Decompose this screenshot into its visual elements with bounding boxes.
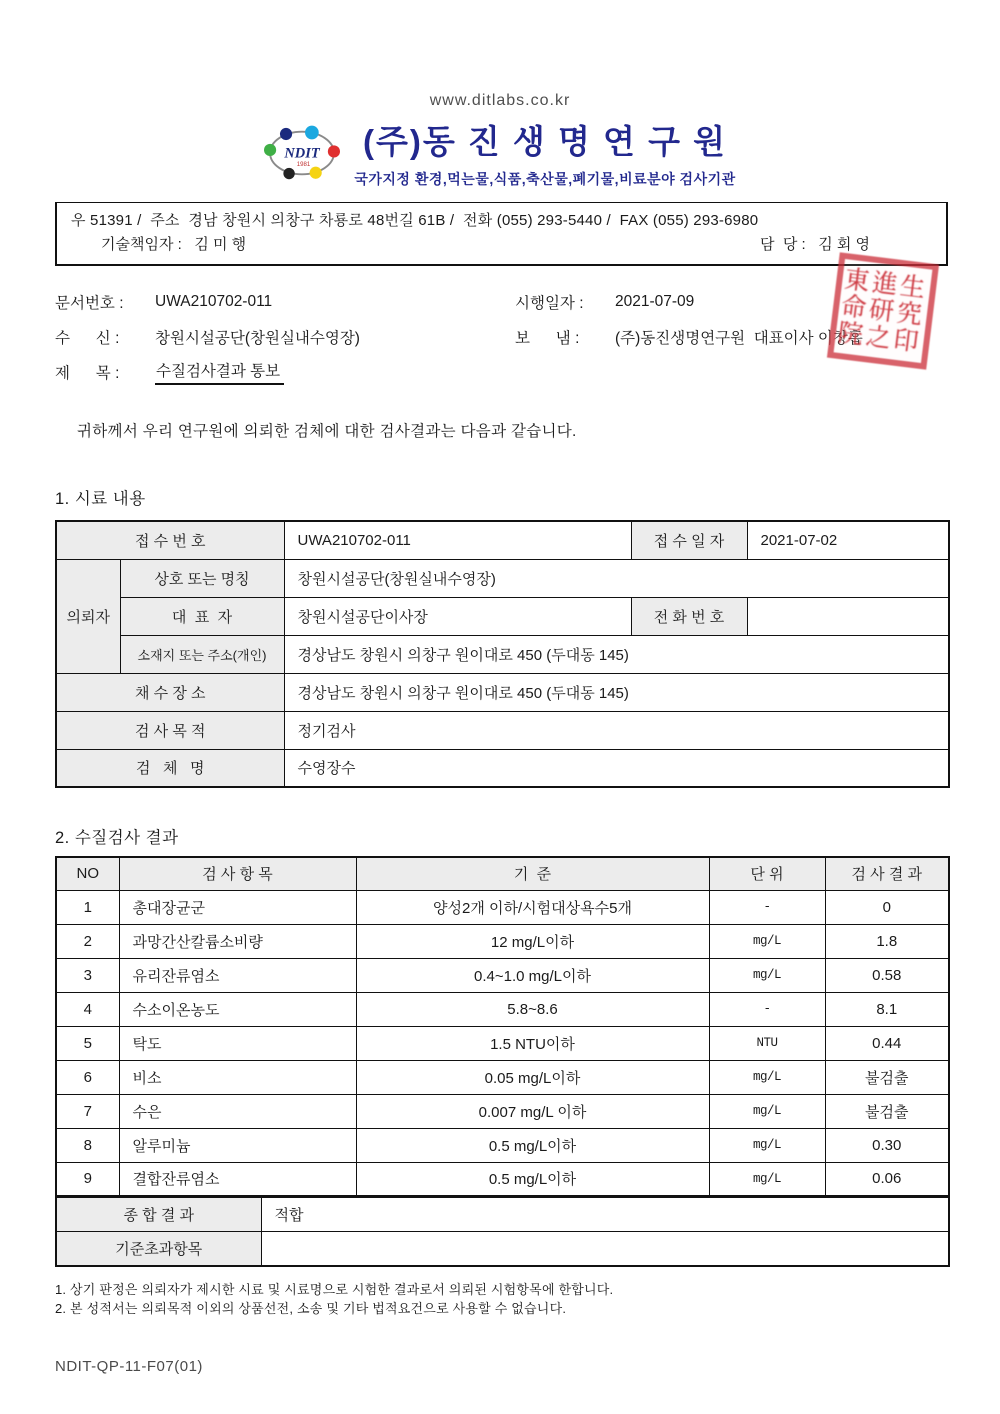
result-value: 8.1 xyxy=(825,992,949,1026)
result-no: 4 xyxy=(56,992,119,1026)
subject-row xyxy=(55,354,948,389)
test-purpose-label: 검 사 목 적 xyxy=(56,711,284,749)
client-group-label: 의뢰자 xyxy=(56,559,120,673)
result-no: 8 xyxy=(56,1128,119,1162)
sender-value: (주)동진생명연구원 대표이사 이창흡 xyxy=(615,329,863,347)
sender-label: 보 냄 : xyxy=(515,329,580,347)
footnotes xyxy=(55,1280,948,1318)
result-no: 9 xyxy=(56,1162,119,1196)
col-no: NO xyxy=(56,857,119,890)
person-in-charge xyxy=(760,233,870,257)
website-url: www.ditlabs.co.kr xyxy=(429,92,571,109)
result-item: 유리잔류염소 xyxy=(119,958,356,992)
receipt-no-value: UWA210702-011 xyxy=(284,521,631,559)
result-standard: 0.4~1.0 mg/L이하 xyxy=(356,958,709,992)
phone-value xyxy=(747,597,949,635)
col-standard: 기 준 xyxy=(356,857,709,890)
result-unit: mg/L xyxy=(709,1094,825,1128)
document-info xyxy=(55,284,948,389)
recipient-value: 창원시설공단(창원실내수영장) xyxy=(155,329,360,347)
tech-manager-name: 김 미 행 xyxy=(194,236,247,253)
footnote-1: 1. 상기 판정은 의뢰자가 제시한 시료 및 시료명으로 시험한 결과로서 의뢰된 시험항목에 한합니다. xyxy=(55,1281,614,1297)
table-row xyxy=(56,521,949,559)
result-value: 불검출 xyxy=(825,1060,949,1094)
table-row xyxy=(56,711,949,749)
result-no: 7 xyxy=(56,1094,119,1128)
result-item: 수소이온농도 xyxy=(119,992,356,1026)
result-value: 0.06 xyxy=(825,1162,949,1196)
result-row xyxy=(56,1162,949,1196)
representative-value: 창원시설공단이사장 xyxy=(284,597,631,635)
contact-info-box xyxy=(55,202,948,266)
col-item: 검 사 항 목 xyxy=(119,857,356,890)
greeting-text: 귀하께서 우리 연구원에 의뢰한 검체에 대한 검사결과는 다음과 같습니다. xyxy=(77,423,577,440)
result-unit: mg/L xyxy=(709,1128,825,1162)
table-row xyxy=(56,559,949,597)
staff-line xyxy=(71,233,932,257)
result-value: 0 xyxy=(825,890,949,924)
summary-table xyxy=(55,1197,950,1267)
footnote-2: 2. 본 성적서는 의뢰목적 이외의 상품선전, 소송 및 기타 법적요건으로 사용할 수 없습니다. xyxy=(55,1300,567,1316)
result-no: 5 xyxy=(56,1026,119,1060)
result-standard: 12 mg/L이하 xyxy=(356,924,709,958)
results-header-row xyxy=(56,857,949,890)
result-standard: 양성2개 이하/시험대상욕수5개 xyxy=(356,890,709,924)
overall-result-label: 종 합 결 과 xyxy=(56,1198,261,1232)
result-row xyxy=(56,1128,949,1162)
tech-manager-label: 기술책임자 : xyxy=(101,236,182,253)
company-subtitle: 국가지정 환경,먹는물,식품,축산물,폐기물,비료분야 검사기관 xyxy=(354,171,736,187)
doc-number-value: UWA210702-011 xyxy=(155,292,273,310)
result-unit: mg/L xyxy=(709,1060,825,1094)
table-row xyxy=(56,673,949,711)
result-no: 6 xyxy=(56,1060,119,1094)
client-name-label: 상호 또는 명칭 xyxy=(120,559,284,597)
result-value: 0.44 xyxy=(825,1026,949,1060)
doc-number-row xyxy=(55,284,948,319)
result-item: 탁도 xyxy=(119,1026,356,1060)
result-value: 0.30 xyxy=(825,1128,949,1162)
result-row xyxy=(56,992,949,1026)
result-row xyxy=(56,924,949,958)
exceeded-items-row xyxy=(56,1232,949,1266)
results-table xyxy=(55,856,950,1197)
doc-number-label: 문서번호 : xyxy=(55,294,124,312)
exceeded-items-label: 기준초과항목 xyxy=(56,1232,261,1266)
result-item: 과망간산칼륨소비량 xyxy=(119,924,356,958)
result-standard: 0.5 mg/L이하 xyxy=(356,1162,709,1196)
result-value: 1.8 xyxy=(825,924,949,958)
result-row xyxy=(56,1094,949,1128)
sampling-site-label: 채 수 장 소 xyxy=(56,673,284,711)
table-row xyxy=(56,597,949,635)
subject-value: 수질검사결과 통보 xyxy=(155,359,284,385)
result-standard: 5.8~8.6 xyxy=(356,992,709,1026)
overall-result-row xyxy=(56,1198,949,1232)
person-in-charge-label: 담 당 : xyxy=(760,236,806,253)
result-unit: - xyxy=(709,890,825,924)
recipient-row xyxy=(55,319,948,354)
result-no: 1 xyxy=(56,890,119,924)
overall-result-value: 적합 xyxy=(261,1198,949,1232)
address-line: 우 51391 / 주소 경남 창원시 의창구 차룡로 48번길 61B / 전화 (055) 293-5440 / FAX (055) 293-6980 xyxy=(71,212,759,229)
person-in-charge-name: 김 회 영 xyxy=(818,236,870,253)
result-no: 2 xyxy=(56,924,119,958)
col-unit: 단 위 xyxy=(709,857,825,890)
recipient-label: 수 신 : xyxy=(55,329,120,347)
result-unit: mg/L xyxy=(709,1162,825,1196)
result-item: 알루미늄 xyxy=(119,1128,356,1162)
company-title: (주)동 진 생 명 연 구 원 xyxy=(362,123,727,160)
table-row xyxy=(56,635,949,673)
subject-label: 제 목 : xyxy=(55,364,120,382)
phone-label: 전 화 번 호 xyxy=(631,597,747,635)
ndit-logo-icon xyxy=(264,121,340,185)
form-code: NDIT-QP-11-F07(01) xyxy=(55,1358,203,1375)
result-item: 총대장균군 xyxy=(119,890,356,924)
test-purpose-value: 정기검사 xyxy=(284,711,949,749)
tech-manager xyxy=(101,233,246,257)
client-name-value: 창원시설공단(창원실내수영장) xyxy=(284,559,949,597)
logo-year-text: 1981 xyxy=(297,160,311,168)
receipt-date-label: 접 수 일 자 xyxy=(631,521,747,559)
specimen-name-label: 검 체 명 xyxy=(56,749,284,787)
result-standard: 0.007 mg/L 이하 xyxy=(356,1094,709,1128)
specimen-name-value: 수영장수 xyxy=(284,749,949,787)
sample-info-table xyxy=(55,520,950,788)
receipt-date-value: 2021-07-02 xyxy=(747,521,949,559)
section2-title: 2. 수질검사 결과 xyxy=(55,829,179,847)
issue-date-label: 시행일자 : xyxy=(515,294,584,312)
sampling-site-value: 경상남도 창원시 의창구 원이대로 450 (두대동 145) xyxy=(284,673,949,711)
receipt-no-label: 접 수 번 호 xyxy=(56,521,284,559)
exceeded-items-value xyxy=(261,1232,949,1266)
result-unit: mg/L xyxy=(709,958,825,992)
result-value: 0.58 xyxy=(825,958,949,992)
result-row xyxy=(56,1060,949,1094)
section1-title: 1. 시료 내용 xyxy=(55,490,146,508)
result-no: 3 xyxy=(56,958,119,992)
result-row xyxy=(56,958,949,992)
issue-date-value: 2021-07-09 xyxy=(615,292,695,310)
result-item: 결합잔류염소 xyxy=(119,1162,356,1196)
client-address-value: 경상남도 창원시 의창구 원이대로 450 (두대동 145) xyxy=(284,635,949,673)
table-row xyxy=(56,749,949,787)
result-item: 비소 xyxy=(119,1060,356,1094)
result-unit: mg/L xyxy=(709,924,825,958)
brand-header xyxy=(0,116,1000,189)
client-address-label: 소재지 또는 주소(개인) xyxy=(120,635,284,673)
result-value: 불검출 xyxy=(825,1094,949,1128)
result-unit: - xyxy=(709,992,825,1026)
result-item: 수은 xyxy=(119,1094,356,1128)
result-standard: 1.5 NTU이하 xyxy=(356,1026,709,1060)
logo-ndit-text: NDIT xyxy=(284,145,320,162)
seal-glyphs: 東進生命研究院之印 xyxy=(836,265,930,357)
representative-label: 대 표 자 xyxy=(120,597,284,635)
result-standard: 0.05 mg/L이하 xyxy=(356,1060,709,1094)
col-result: 검 사 결 과 xyxy=(825,857,949,890)
result-standard: 0.5 mg/L이하 xyxy=(356,1128,709,1162)
result-row xyxy=(56,1026,949,1060)
result-unit: NTU xyxy=(709,1026,825,1060)
result-row xyxy=(56,890,949,924)
